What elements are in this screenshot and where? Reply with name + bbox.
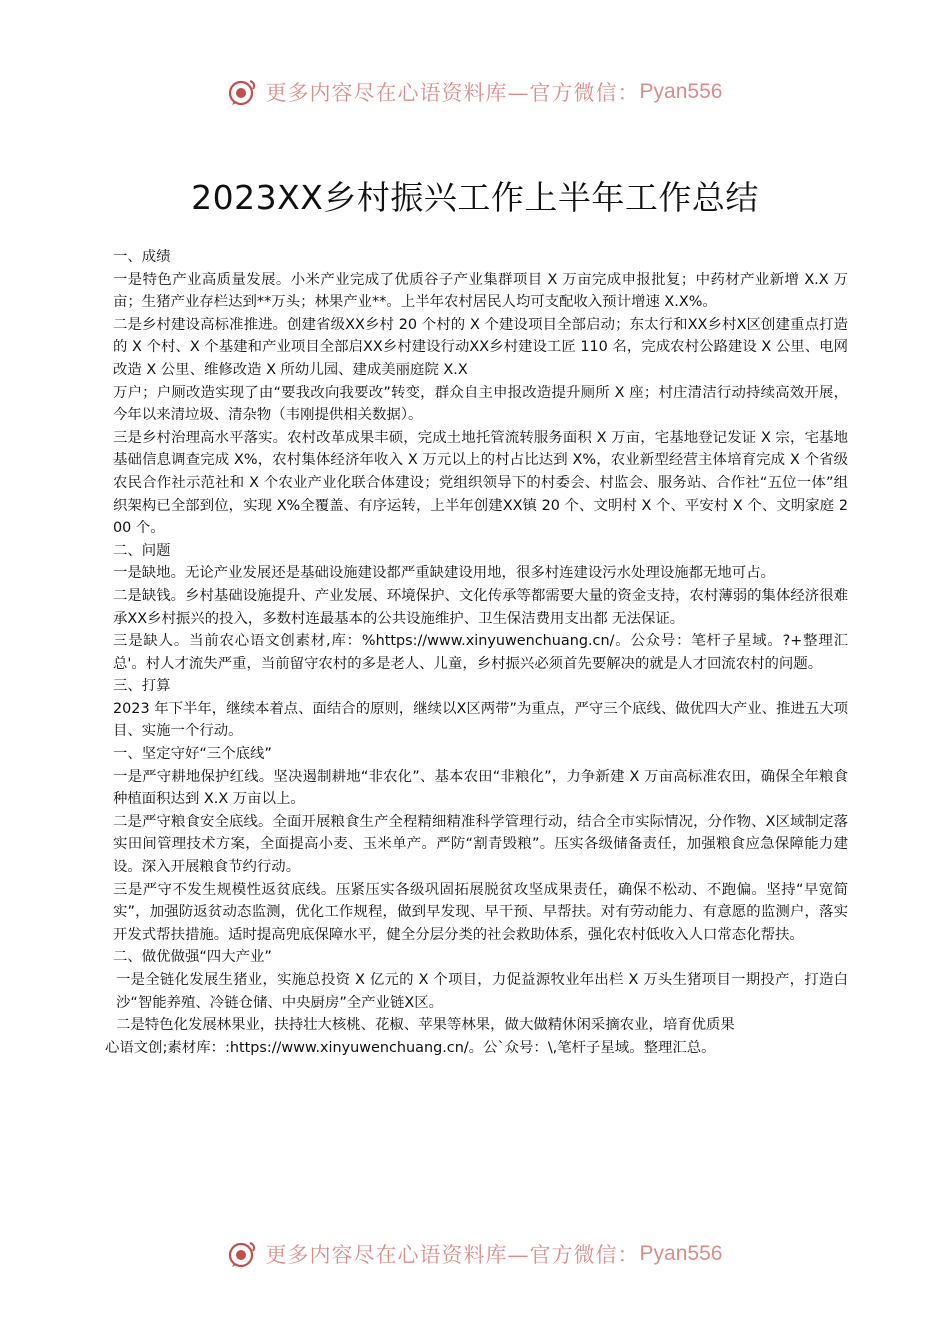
paragraph: 二是缺钱。乡村基础设施提升、产业发展、环境保护、文化传承等都需要大量的资金支持，农村薄弱的集体经济很难承XX乡村振兴的投入，多数村连最基本的公共设施维护、卫生保洁费用支出都 无法保证。 — [113, 587, 848, 627]
watermark-header — [0, 72, 950, 112]
paragraph: 万户；户厕改造实现了由“要我改向我要改”转变，群众自主申报改造提升厕所 X 座；村庄清洁行动持续高效开展，今年以来清垃圾、清杂物（韦刚提供相关数据）。 — [113, 384, 848, 424]
paragraph: 三是严守不发生规模性返贫底线。压紧压实各级巩固拓展脱贫攻坚成果责任，确保不松动、不跑偏。坚持“早宽简实”，加强防返贫动态监测，优化工作规程，做到早发现、早干预、早帮扶。对有劳动能力、有意愿的监测户，落实开发式帮扶措施。适时提高兜底保障水平，健全分层分类的社会救助体系，强化农村低收入人口常态化帮扶。 — [113, 881, 848, 943]
section-heading: 三、打算 — [113, 678, 171, 695]
subsection-heading: 一、坚定守好“三个底线” — [113, 746, 272, 763]
source-note: 心语文创;素材库：:https://www.xinyuwenchuang.cn/。公`众号：\,笔杆子星域。整理汇总。 — [105, 1039, 716, 1056]
paragraph: 2023 年下半年，继续本着点、面结合的原则，继续以X区两带”为重点，严守三个底线、做优四大产业、推进五大项目、实施一个行动。 — [113, 700, 848, 740]
document-title: 2023XX乡村振兴工作上半年工作总结 — [191, 178, 759, 217]
section-heading: 一、成绩 — [113, 249, 171, 265]
paragraph: 一是全链化发展生猪业，实施总投资 X 亿元的 X 个项目，力促益源牧业年出栏 X 万头生猪项目一期投产，打造白沙“智能养殖、冷链仓储、中央厨房”全产业链X区。 — [116, 972, 848, 1011]
watermark-text: 更多内容尽在心语资料库—官方微信： — [265, 81, 640, 105]
paragraph: 一是缺地。无论产业发展还是基础设施建设都严重缺建设用地，很多村连建设污水处理设施都无地可占。 — [113, 565, 775, 582]
paragraph: 二是乡村建设高标准推进。创建省级XX乡村 20 个村的 X 个建设项目全部启动；东太行和XX乡村X区创建重点打造的 X 个村、X 个基建和产业项目全部启XX乡村建设行动XX乡村建设工匠 110 名，完成农村公路建设 X 公里、电网改造 X 公里、维修改造 X 所幼儿园、建成美丽庭院 X.X — [113, 316, 848, 378]
watermark-wechat-id: Pyan556 — [639, 1242, 723, 1265]
paragraph: 三是乡村治理高水平落实。农村改革成果丰硕，完成土地托管流转服务面积 X 万亩，宅基地登记发证 X 宗，宅基地基础信息调查完成 X%，农村集体经济年收入 X 万元以上的村占比达到 X%，农业新型经营主体培育完成 X 个省级农民合作社示范社和 X 个农业产业化联合体建设；党组织领导下的村委会、村监会、服务站、合作社“五位一体”组织架构已全部到位，实现 X%全覆盖、有序运转，上半年创建XX镇 20 个、文明村 X 个、平安村 X 个、文明家庭 200 个。 — [113, 429, 848, 537]
watermark-footer — [0, 1234, 950, 1274]
seal-logo-icon — [228, 77, 258, 107]
paragraph: 一是严守耕地保护红线。坚决遏制耕地“非农化”、基本农田“非粮化”，力争新建 X 万亩高标准农田，确保全年粮食种植面积达到 X.X 万亩以上。 — [113, 768, 848, 808]
watermark-wechat-id: Pyan556 — [639, 80, 723, 103]
document-body — [105, 246, 848, 1059]
subsection-heading: 二、做优做强“四大产业” — [113, 949, 272, 966]
seal-logo-icon — [228, 1239, 258, 1269]
paragraph: 二是严守粮食安全底线。全面开展粮食生产全程精细精准科学管理行动，结合全市实际情况，分作物、X区域制定落实田间管理技术方案，全面提高小麦、玉米单产。严防“割青毁粮”。压实各级储备责任，加强粮食应急保障能力建设。深入开展粮食节约行动。 — [113, 813, 848, 876]
section-heading: 二、问题 — [113, 542, 171, 559]
paragraph: 二是特色化发展林果业，扶持壮大核桃、花椒、苹果等林果，做大做精休闲采摘农业，培育优质果 — [116, 1017, 735, 1034]
watermark-text: 更多内容尽在心语资料库—官方微信： — [265, 1243, 640, 1267]
paragraph: 一是特色产业高质量发展。小米产业完成了优质谷子产业集群项目 X 万亩完成申报批复；中药材产业新增 X.X 万亩；生猪产业存栏达到**万头；林果产业**。上半年农村居民人均可支配收入预计增速 X.X%。 — [113, 271, 848, 311]
paragraph: 三是缺人。当前农心语文创素材,库：%https://www.xinyuwenchuang.cn/。公众号：笔杆子星域。?+整理汇总'。村人才流失严重，当前留守农村的多是老人、儿童，乡村振兴必须首先要解决的就是人才回流农村的问题。 — [113, 633, 848, 672]
